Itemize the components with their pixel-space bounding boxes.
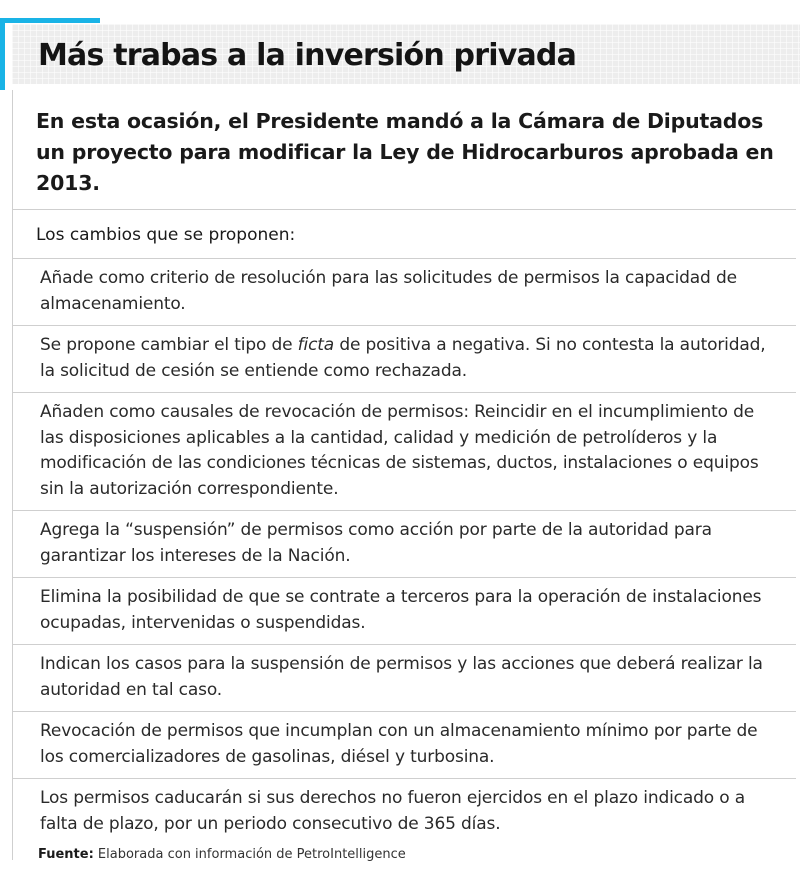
accent-bar-top — [0, 18, 100, 23]
change-item-text-pre: Se propone cambiar el tipo de — [40, 335, 298, 355]
change-item: Agrega la “suspensión” de permisos como acción por parte de la autoridad para garantizar los intereses de la Nación. — [12, 511, 796, 578]
change-item-emphasis: ficta — [297, 335, 335, 355]
change-item: Elimina la posibilidad de que se contrate a terceros para la operación de instalaciones ocupadas, intervenidas o suspendidas. — [12, 578, 796, 645]
source-text: Elaborada con información de PetroIntelligence — [93, 847, 406, 862]
change-item-text-post: de positiva a negativa. Si no contesta la autoridad, la solicitud de cesión se entiende como rechazada. — [40, 335, 766, 381]
change-item: Indican los casos para la suspensión de permisos y las acciones que deberá realizar la autoridad en tal caso. — [12, 645, 796, 712]
content — [12, 92, 796, 845]
source-label: Fuente: — [38, 847, 94, 862]
source-note — [38, 847, 406, 862]
changes-heading: Los cambios que se proponen: — [12, 210, 796, 259]
change-item: Añade como criterio de resolución para las solicitudes de permisos la capacidad de almacenamiento. — [12, 259, 796, 326]
change-item: Revocación de permisos que incumplan con un almacenamiento mínimo por parte de los comercializadores de gasolinas, diésel y turbosina. — [12, 712, 796, 779]
change-item — [12, 326, 796, 393]
accent-bar-left — [0, 18, 5, 90]
change-item: Los permisos caducarán si sus derechos no fueron ejercidos en el plazo indicado o a falta de plazo, por un periodo consecutivo de 365 días. — [40, 788, 746, 834]
intro-text: En esta ocasión, el Presidente mandó a la Cámara de Diputados un proyecto para modificar la Ley de Hidrocarburos aprobada en 2013. — [12, 92, 796, 210]
header — [0, 18, 800, 90]
change-item: Añaden como causales de revocación de permisos: Reincidir en el incumplimiento de las disposiciones aplicables a la cantidad, calidad y medición de petrolíderos y la modificación de las condiciones técnicas de sistemas, ductos, instalaciones o equipos sin la autorización correspondiente. — [12, 393, 796, 511]
page-title: Más trabas a la inversión privada — [38, 38, 577, 73]
